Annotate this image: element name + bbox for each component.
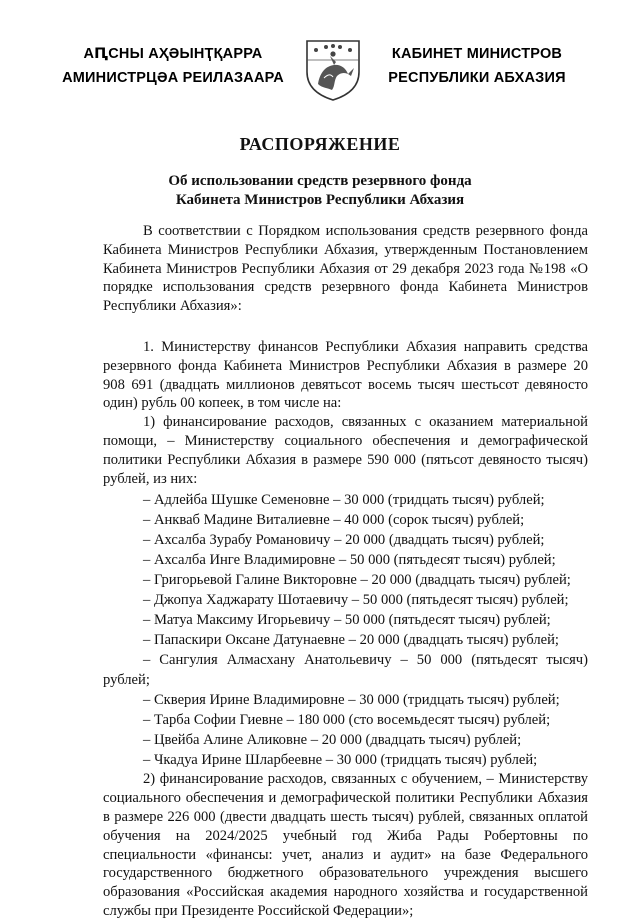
coat-of-arms-emblem-icon bbox=[304, 38, 362, 102]
list-item: – Цвейба Алине Аликовне – 20 000 (двадцать тысяч) рублей; bbox=[143, 732, 522, 749]
document-subject bbox=[0, 172, 640, 210]
recipients-list bbox=[103, 490, 588, 770]
document-title: РАСПОРЯЖЕНИЕ bbox=[239, 134, 401, 154]
list-item: – Адлейба Шушке Семеновне – 30 000 (тридцать тысяч) рублей; bbox=[143, 492, 545, 509]
header-right-line1: КАБИНЕТ МИНИСТРОВ bbox=[391, 46, 563, 62]
list-item: – Ахсалба Зурабу Романовичу – 20 000 (двадцать тысяч) рублей; bbox=[143, 532, 545, 549]
subject-line1: Об использовании средств резервного фонда bbox=[168, 173, 472, 189]
list-item: – Григорьевой Галине Викторовне – 20 000 (двадцать тысяч) рублей; bbox=[143, 572, 571, 589]
list-item: – Скверия Ирине Владимировне – 30 000 (тридцать тысяч) рублей; bbox=[143, 692, 560, 709]
list-item: – Папаскири Оксане Датунаевне – 20 000 (двадцать тысяч) рублей; bbox=[143, 632, 559, 649]
subitem-2-paragraph: 2) финансирование расходов, связанных с обучением, – Министерству социального обеспечения и демографической политики Республики Абхазия в размере 226 000 (двести двадцать шесть тысяч) рублей, связанных оплатой обучения на 2024/2025 учебный год Жиба Рады Робертовны по специальности «финансы: учет, анализ и аудит» на базе Федерального государственного бюджетного образовательного учреждения высшего образования «Российская академия народного хозяйства и государственной службы при Президенте Российской Федерации»; bbox=[103, 771, 588, 919]
list-item: – Матуа Максиму Игорьевичу – 50 000 (пятьдесят тысяч) рублей; bbox=[143, 612, 551, 629]
preamble-paragraph: В соответствии с Порядком использования средств резервного фонда Кабинета Министров Республики Абхазия, утвержденным Постановлением Кабинета Министров Республики Абхазия от 29 декабря 2023 года №198 «О порядке использования средств резервного фонда Кабинета Министров Республики Абхазия»: bbox=[103, 223, 588, 315]
list-item: – Сангулия Алмасхану Анатольевичу – 50 000 (пятьдесят тысяч) рублей; bbox=[103, 652, 588, 689]
list-item: – Чкадуа Ирине Шларбеевне – 30 000 (тридцать тысяч) рублей; bbox=[143, 752, 538, 769]
subitem-1-paragraph: 1) финансирование расходов, связанных с оказанием материальной помощи, – Министерству социального обеспечения и демографической политики Республики Абхазия в размере 590 000 (пятьсот девяносто тысяч) рублей, из них: bbox=[103, 414, 588, 487]
subject-line2: Кабинета Министров Республики Абхазия bbox=[175, 192, 465, 208]
item-1-paragraph: 1. Министерству финансов Республики Абхазия направить средства резервного фонда Кабинета Министров Республики Абхазия в размере 20 908 691 (двадцать миллионов девятьсот восемь тысяч шестьсот девяносто один) рубль 00 копеек, в том числе на: bbox=[103, 338, 588, 412]
list-item: – Ахсалба Инге Владимировне – 50 000 (пятьдесят тысяч) рублей; bbox=[143, 552, 556, 569]
list-item: – Тарба Софии Гиевне – 180 000 (сто восемьдесят тысяч) рублей; bbox=[143, 712, 551, 729]
header-abkhaz-name bbox=[58, 42, 288, 90]
header-right-line2: РЕСПУБЛИКИ АБХАЗИЯ bbox=[388, 70, 566, 86]
list-item: – Анкваб Мадине Виталиевне – 40 000 (сорок тысяч) рублей; bbox=[143, 512, 525, 529]
header-left-line2: АМИНИСТРЦӘА РЕИЛАЗААРА bbox=[62, 70, 284, 86]
header-left-line1: АԤСНЫ АҲӘЫНҬҚАРРА bbox=[83, 46, 263, 62]
header-russian-name bbox=[372, 42, 582, 90]
list-item: – Джопуа Хаджарату Шотаевичу – 50 000 (пятьдесят тысяч) рублей; bbox=[143, 592, 569, 609]
document-body bbox=[103, 222, 588, 921]
